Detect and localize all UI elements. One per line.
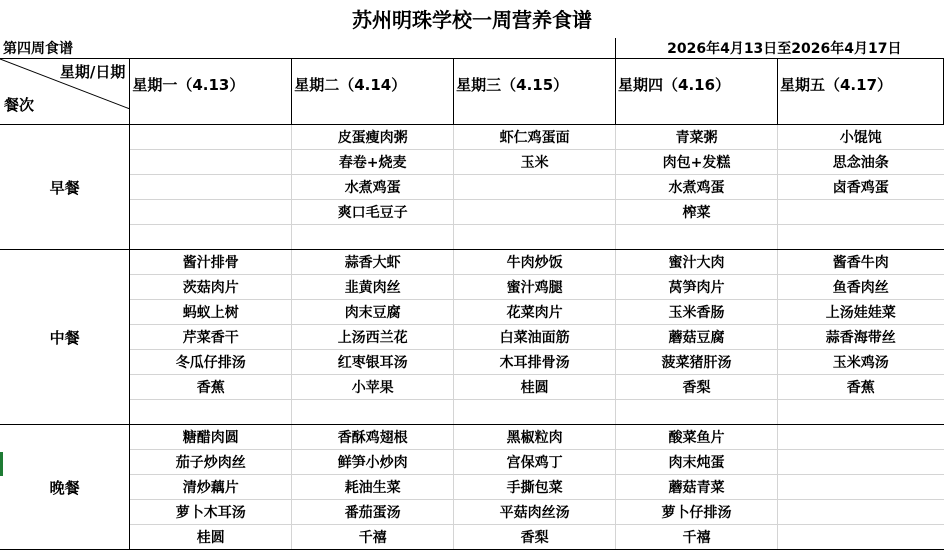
table-row <box>0 500 944 525</box>
dish-cell: 皮蛋瘦肉粥 <box>292 125 454 150</box>
dish-cell: 玉米香肠 <box>616 300 778 325</box>
dish-cell: 香酥鸡翅根 <box>292 425 454 450</box>
table-row <box>0 250 944 275</box>
dish-cell: 清炒藕片 <box>130 475 292 500</box>
dish-cell: 小苹果 <box>292 375 454 400</box>
dish-cell: 茨菇肉片 <box>130 275 292 300</box>
week-label: 第四周食谱 <box>0 38 616 59</box>
dish-cell <box>292 400 454 425</box>
dish-cell <box>616 400 778 425</box>
dish-cell: 蘑菇豆腐 <box>616 325 778 350</box>
meal-label: 餐次 <box>4 96 35 114</box>
table-row <box>0 400 944 425</box>
dish-cell: 肉末豆腐 <box>292 300 454 325</box>
dish-cell: 酱香牛肉 <box>778 250 944 275</box>
table-row <box>0 275 944 300</box>
table-row <box>0 450 944 475</box>
dish-cell: 木耳排骨汤 <box>454 350 616 375</box>
date-range: 2026年4月13日至2026年4月17日 <box>616 38 944 59</box>
table-row <box>0 125 944 150</box>
dish-cell <box>616 225 778 250</box>
dish-cell <box>454 200 616 225</box>
dish-cell: 耗油生菜 <box>292 475 454 500</box>
table-row <box>0 175 944 200</box>
dish-cell: 榨菜 <box>616 200 778 225</box>
dish-cell <box>130 125 292 150</box>
table-row <box>0 525 944 550</box>
dish-cell <box>778 525 944 550</box>
dish-cell: 上汤西兰花 <box>292 325 454 350</box>
dish-cell: 红枣银耳汤 <box>292 350 454 375</box>
dish-cell: 千禧 <box>292 525 454 550</box>
week-row <box>0 38 944 59</box>
day-header: 星期三（4.15） <box>454 59 616 125</box>
dish-cell <box>778 450 944 475</box>
dish-cell: 桂圆 <box>454 375 616 400</box>
dish-cell: 鱼香肉丝 <box>778 275 944 300</box>
dish-cell: 小馄饨 <box>778 125 944 150</box>
dish-cell: 蜜汁大肉 <box>616 250 778 275</box>
dish-cell: 玉米 <box>454 150 616 175</box>
dish-cell <box>778 225 944 250</box>
dish-cell <box>130 400 292 425</box>
dish-cell: 水煮鸡蛋 <box>292 175 454 200</box>
dish-cell: 冬瓜仔排汤 <box>130 350 292 375</box>
dish-cell: 萝卜仔排汤 <box>616 500 778 525</box>
dish-cell: 香蕉 <box>130 375 292 400</box>
table-row <box>0 200 944 225</box>
dish-cell <box>130 200 292 225</box>
dish-cell <box>454 175 616 200</box>
day-header: 星期五（4.17） <box>778 59 944 125</box>
dish-cell: 糖醋肉圆 <box>130 425 292 450</box>
dish-cell <box>130 175 292 200</box>
dish-cell: 酱汁排骨 <box>130 250 292 275</box>
dish-cell: 茄子炒肉丝 <box>130 450 292 475</box>
dish-cell: 萝卜木耳汤 <box>130 500 292 525</box>
dish-cell: 香梨 <box>616 375 778 400</box>
dish-cell: 鲜笋小炒肉 <box>292 450 454 475</box>
dish-cell: 平菇肉丝汤 <box>454 500 616 525</box>
dish-cell <box>454 400 616 425</box>
dish-cell: 思念油条 <box>778 150 944 175</box>
header-row <box>0 59 944 125</box>
day-header: 星期四（4.16） <box>616 59 778 125</box>
day-header: 星期一（4.13） <box>130 59 292 125</box>
dish-cell <box>292 225 454 250</box>
dish-cell: 芹菜香干 <box>130 325 292 350</box>
dish-cell: 蜜汁鸡腿 <box>454 275 616 300</box>
dish-cell: 蚂蚁上树 <box>130 300 292 325</box>
dish-cell: 莴笋肉片 <box>616 275 778 300</box>
dish-cell: 香梨 <box>454 525 616 550</box>
dish-cell: 番茄蛋汤 <box>292 500 454 525</box>
dish-cell: 白菜油面筋 <box>454 325 616 350</box>
dish-cell: 花菜肉片 <box>454 300 616 325</box>
dish-cell <box>778 500 944 525</box>
dish-cell: 青菜粥 <box>616 125 778 150</box>
table-row <box>0 475 944 500</box>
table-row <box>0 225 944 250</box>
dish-cell: 肉包+发糕 <box>616 150 778 175</box>
dish-cell: 菠菜猪肝汤 <box>616 350 778 375</box>
dish-cell <box>130 150 292 175</box>
dish-cell: 水煮鸡蛋 <box>616 175 778 200</box>
dish-cell: 韭黄肉丝 <box>292 275 454 300</box>
dish-cell: 牛肉炒饭 <box>454 250 616 275</box>
dish-cell <box>778 200 944 225</box>
dish-cell: 上汤娃娃菜 <box>778 300 944 325</box>
dish-cell: 酸菜鱼片 <box>616 425 778 450</box>
dish-cell: 千禧 <box>616 525 778 550</box>
table-row <box>0 375 944 400</box>
dish-cell: 桂圆 <box>130 525 292 550</box>
dish-cell: 蒜香大虾 <box>292 250 454 275</box>
dish-cell: 春卷+烧麦 <box>292 150 454 175</box>
dish-cell: 蘑菇青菜 <box>616 475 778 500</box>
dish-cell <box>778 425 944 450</box>
table-row <box>0 425 944 450</box>
dish-cell: 蒜香海带丝 <box>778 325 944 350</box>
dish-cell: 肉末炖蛋 <box>616 450 778 475</box>
dish-cell: 黑椒粒肉 <box>454 425 616 450</box>
dish-cell: 虾仁鸡蛋面 <box>454 125 616 150</box>
dish-cell: 手撕包菜 <box>454 475 616 500</box>
table-row <box>0 350 944 375</box>
dish-cell <box>778 400 944 425</box>
meal-body <box>0 125 944 550</box>
dish-cell: 卤香鸡蛋 <box>778 175 944 200</box>
dish-cell: 宫保鸡丁 <box>454 450 616 475</box>
dish-cell <box>130 225 292 250</box>
dish-cell: 香蕉 <box>778 375 944 400</box>
meal-name: 晚餐 <box>0 425 130 550</box>
meal-name: 早餐 <box>0 125 130 250</box>
dish-cell <box>778 475 944 500</box>
weekday-date-label: 星期/日期 <box>59 63 126 81</box>
table-row <box>0 325 944 350</box>
diagonal-header-cell <box>0 59 130 125</box>
menu-table <box>0 38 944 550</box>
table-row <box>0 150 944 175</box>
meal-name: 中餐 <box>0 250 130 425</box>
day-header: 星期二（4.14） <box>292 59 454 125</box>
page-title: 苏州明珠学校一周营养食谱 <box>352 8 592 32</box>
table-row <box>0 300 944 325</box>
dish-cell: 玉米鸡汤 <box>778 350 944 375</box>
dish-cell: 爽口毛豆子 <box>292 200 454 225</box>
dish-cell <box>454 225 616 250</box>
